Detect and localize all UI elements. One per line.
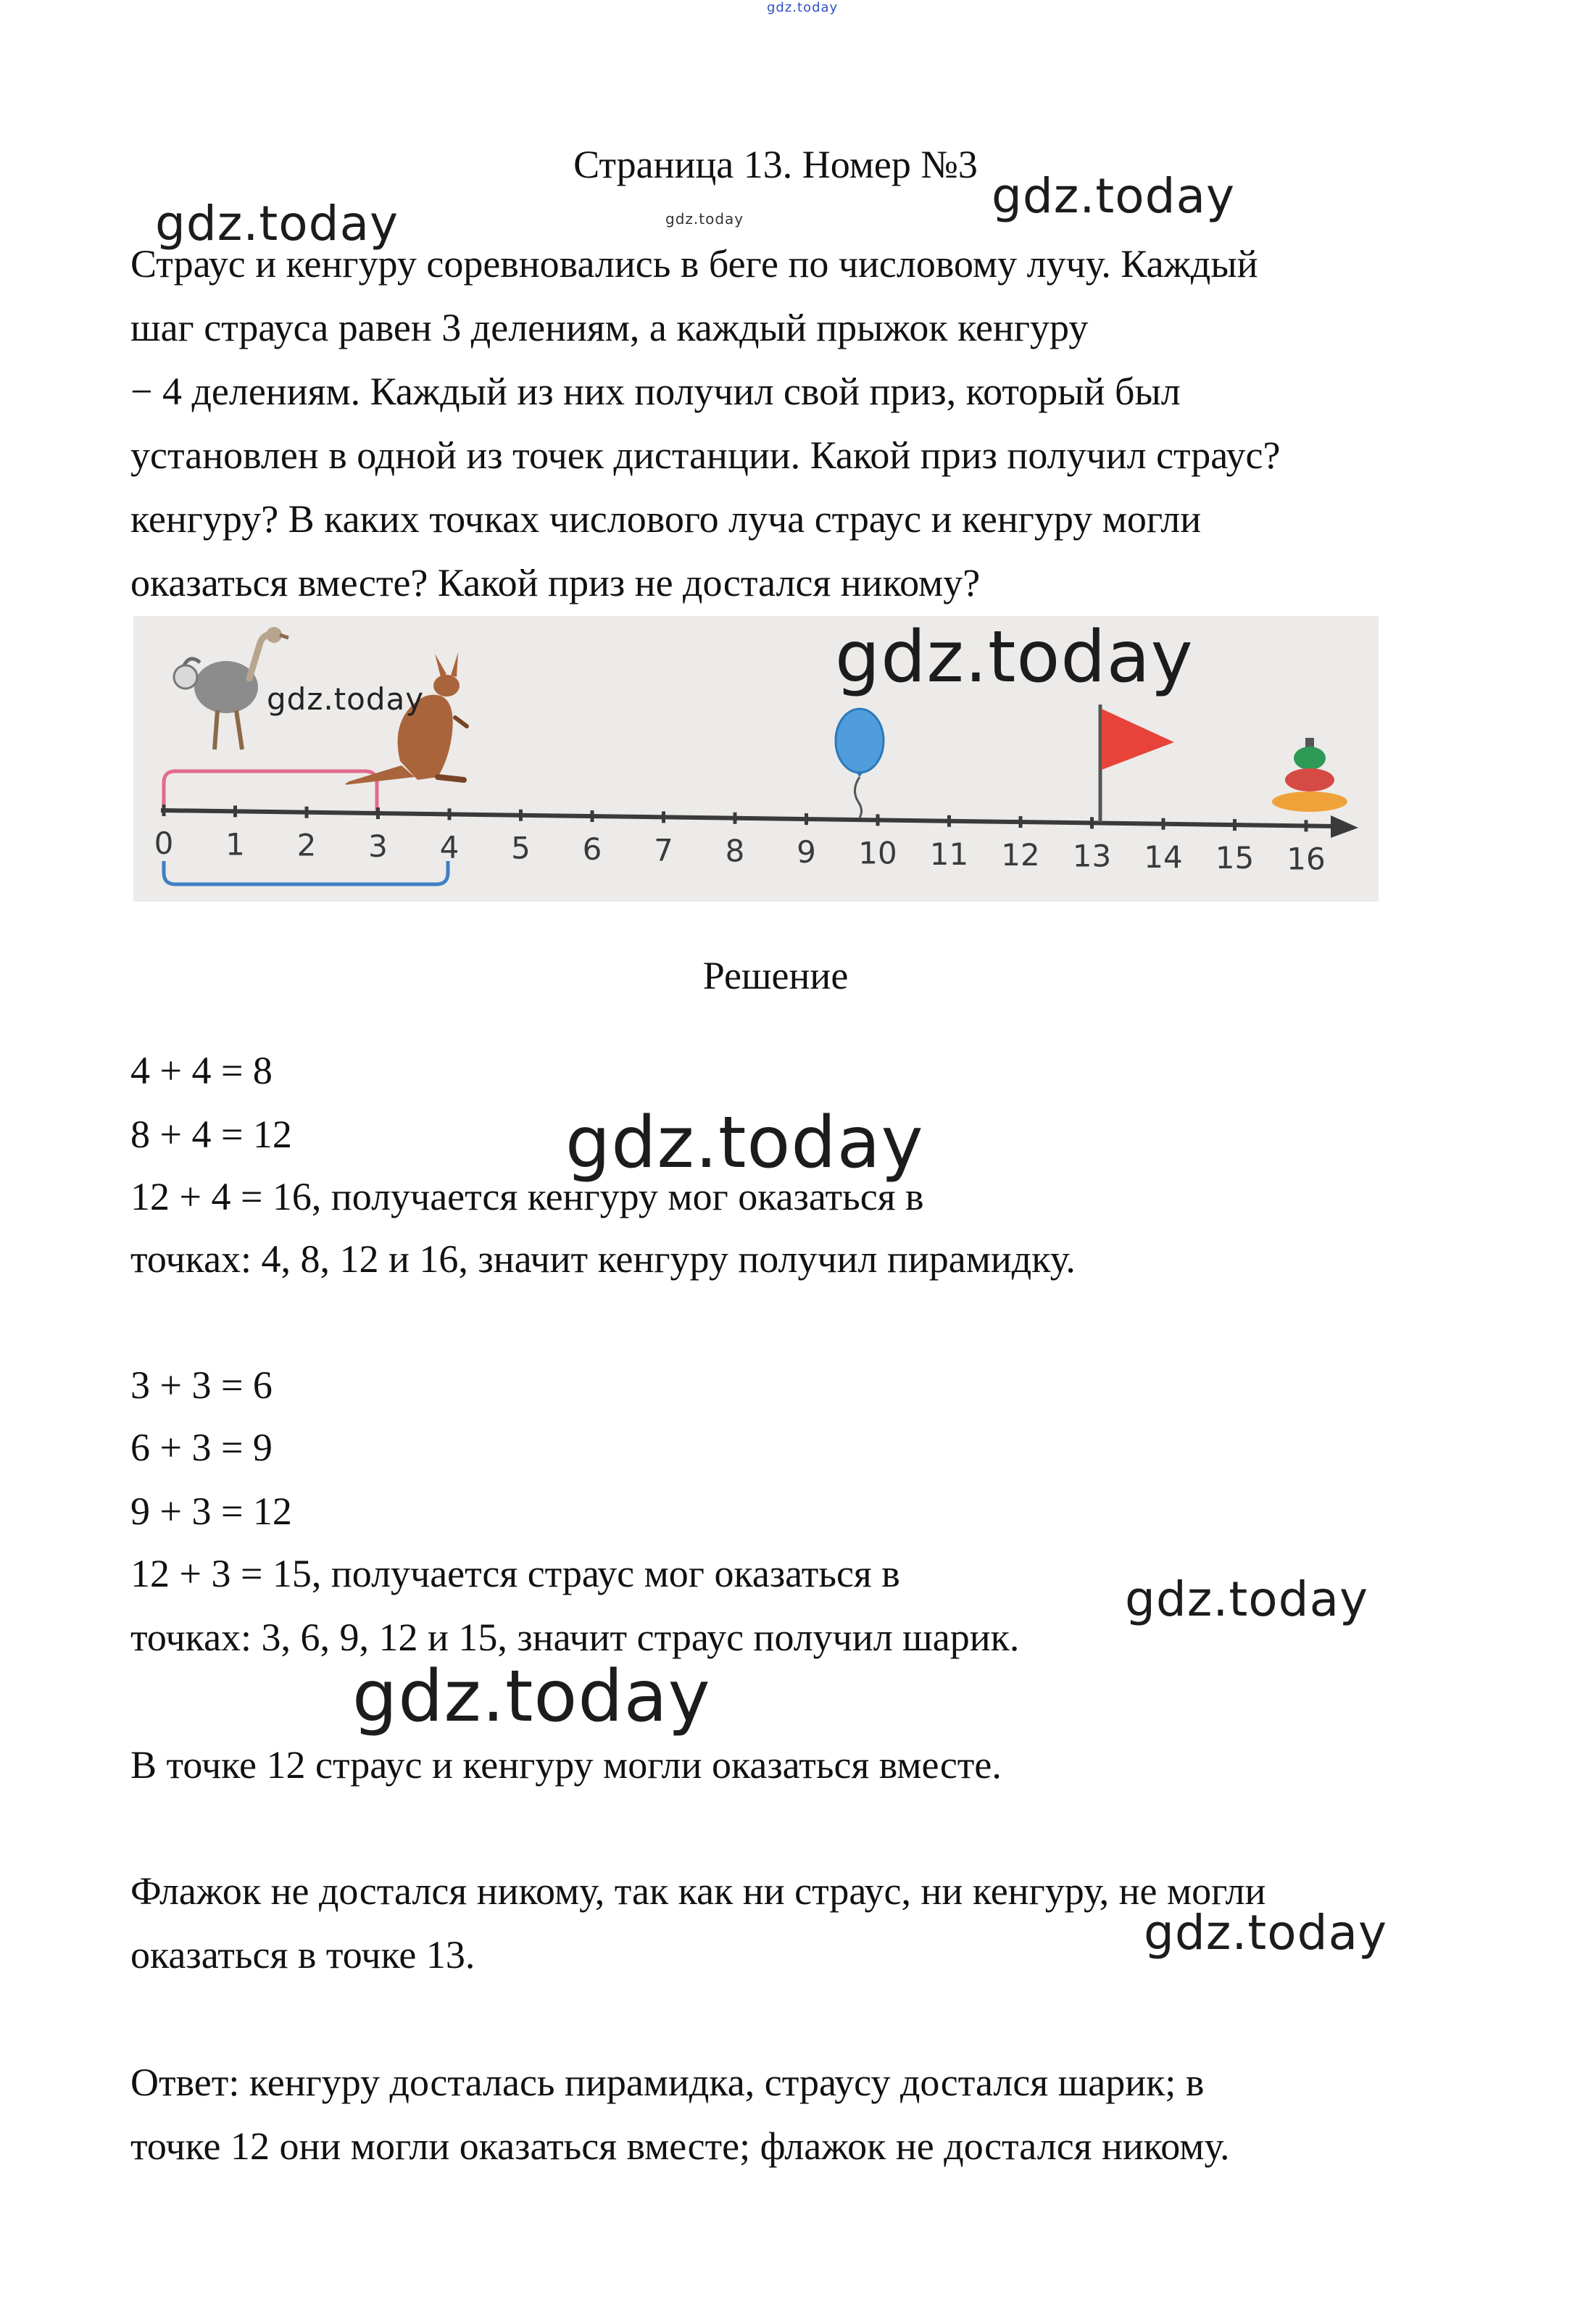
kangaroo-jump-bracket [164,861,448,884]
watermark: gdz.today [352,1655,711,1738]
problem-line: установлен в одной из точек дистанции. Какой приз получил страус? [130,433,1281,477]
answer-line: точке 12 они могли оказаться вместе; флажок не достался никому. [130,2124,1230,2168]
ray-tick-label: 14 [1144,839,1183,875]
number-ray-line [161,810,1337,826]
ray-tick-label: 15 [1215,840,1255,876]
kangaroo-icon [345,652,467,785]
ray-tick-label: 6 [582,831,602,868]
kangaroo-conclusion: точках: 4, 8, 12 и 16, значит кенгуру получил пирамидку. [130,1237,1076,1281]
kangaroo-calc-line: 12 + 4 = 16, получается кенгуру мог оказаться в [130,1175,924,1218]
flag-statement: Флажок не достался никому, так как ни страус, ни кенгуру, не могли [130,1869,1266,1913]
balloon-icon [836,709,884,818]
watermark: gdz.today [992,168,1236,224]
ray-tick-label: 4 [439,829,460,865]
flag-statement: оказаться в точке 13. [130,1933,475,1977]
problem-line: шаг страуса равен 3 делениям, а каждый прыжок кенгуру [130,306,1089,349]
kangaroo-calc-line: 4 + 4 = 8 [130,1049,273,1092]
ostrich-calc-line: 9 + 3 = 12 [130,1489,292,1533]
ray-tick-label: 9 [797,834,816,870]
answer-line: Ответ: кенгуру досталась пирамидка, страусу достался шарик; в [130,2061,1205,2104]
ostrich-calc-line: 3 + 3 = 6 [130,1363,273,1407]
ray-tick-label: 11 [929,836,969,872]
ray-tick-label: 8 [725,833,745,869]
ostrich-calc-line: 12 + 3 = 15, получается страус мог оказаться в [130,1552,900,1595]
ray-tick-label: 0 [154,826,174,862]
problem-line: оказаться вместе? Какой приз не достался никому? [130,561,981,604]
watermark: gdz.today [565,1102,924,1184]
ostrich-calc-line: 6 + 3 = 9 [130,1426,273,1469]
watermark: gdz.today [835,616,1194,699]
ray-tick-label: 1 [225,826,245,863]
watermark: gdz.today [155,196,399,252]
ostrich-step-bracket [164,771,377,812]
problem-line: − 4 делениям. Каждый из них получил свой приз, который был [130,370,1181,413]
problem-text [130,232,1464,615]
ray-arrowhead [1331,815,1358,838]
ray-tick-label: 12 [1001,837,1040,873]
ray-tick-label: 16 [1287,841,1326,877]
ray-tick-label: 7 [654,832,673,868]
page-title: Страница 13. Номер №3 [573,143,978,186]
problem-line: кенгуру? В каких точках числового луча страус и кенгуру могли [130,497,1202,541]
pyramid-icon [1272,738,1347,812]
ray-tick-label: 3 [368,828,388,865]
watermark: gdz.today [267,681,425,717]
tick-group [154,805,1326,876]
kangaroo-calc-line: 8 + 4 = 12 [130,1113,292,1156]
ray-tick-label: 13 [1072,838,1112,874]
ostrich-conclusion: точках: 3, 6, 9, 12 и 15, значит страус получил шарик. [130,1616,1020,1659]
ray-tick-label: 10 [858,835,897,871]
watermark: gdz.today [1144,1905,1388,1961]
watermark-top: gdz.today [767,0,839,15]
problem-line: Страус и кенгуру соревновались в беге по числовому лучу. Каждый [130,242,1258,286]
ray-tick-label: 2 [296,827,317,863]
number-ray-illustration [133,616,1379,902]
watermark: gdz.today [1125,1571,1369,1627]
together-statement: В точке 12 страус и кенгуру могли оказаться вместе. [130,1743,1002,1787]
watermark-small: gdz.today [665,210,744,228]
solution-heading: Решение [702,954,849,997]
ray-tick-label: 5 [511,830,531,866]
flag-icon [1100,705,1174,822]
